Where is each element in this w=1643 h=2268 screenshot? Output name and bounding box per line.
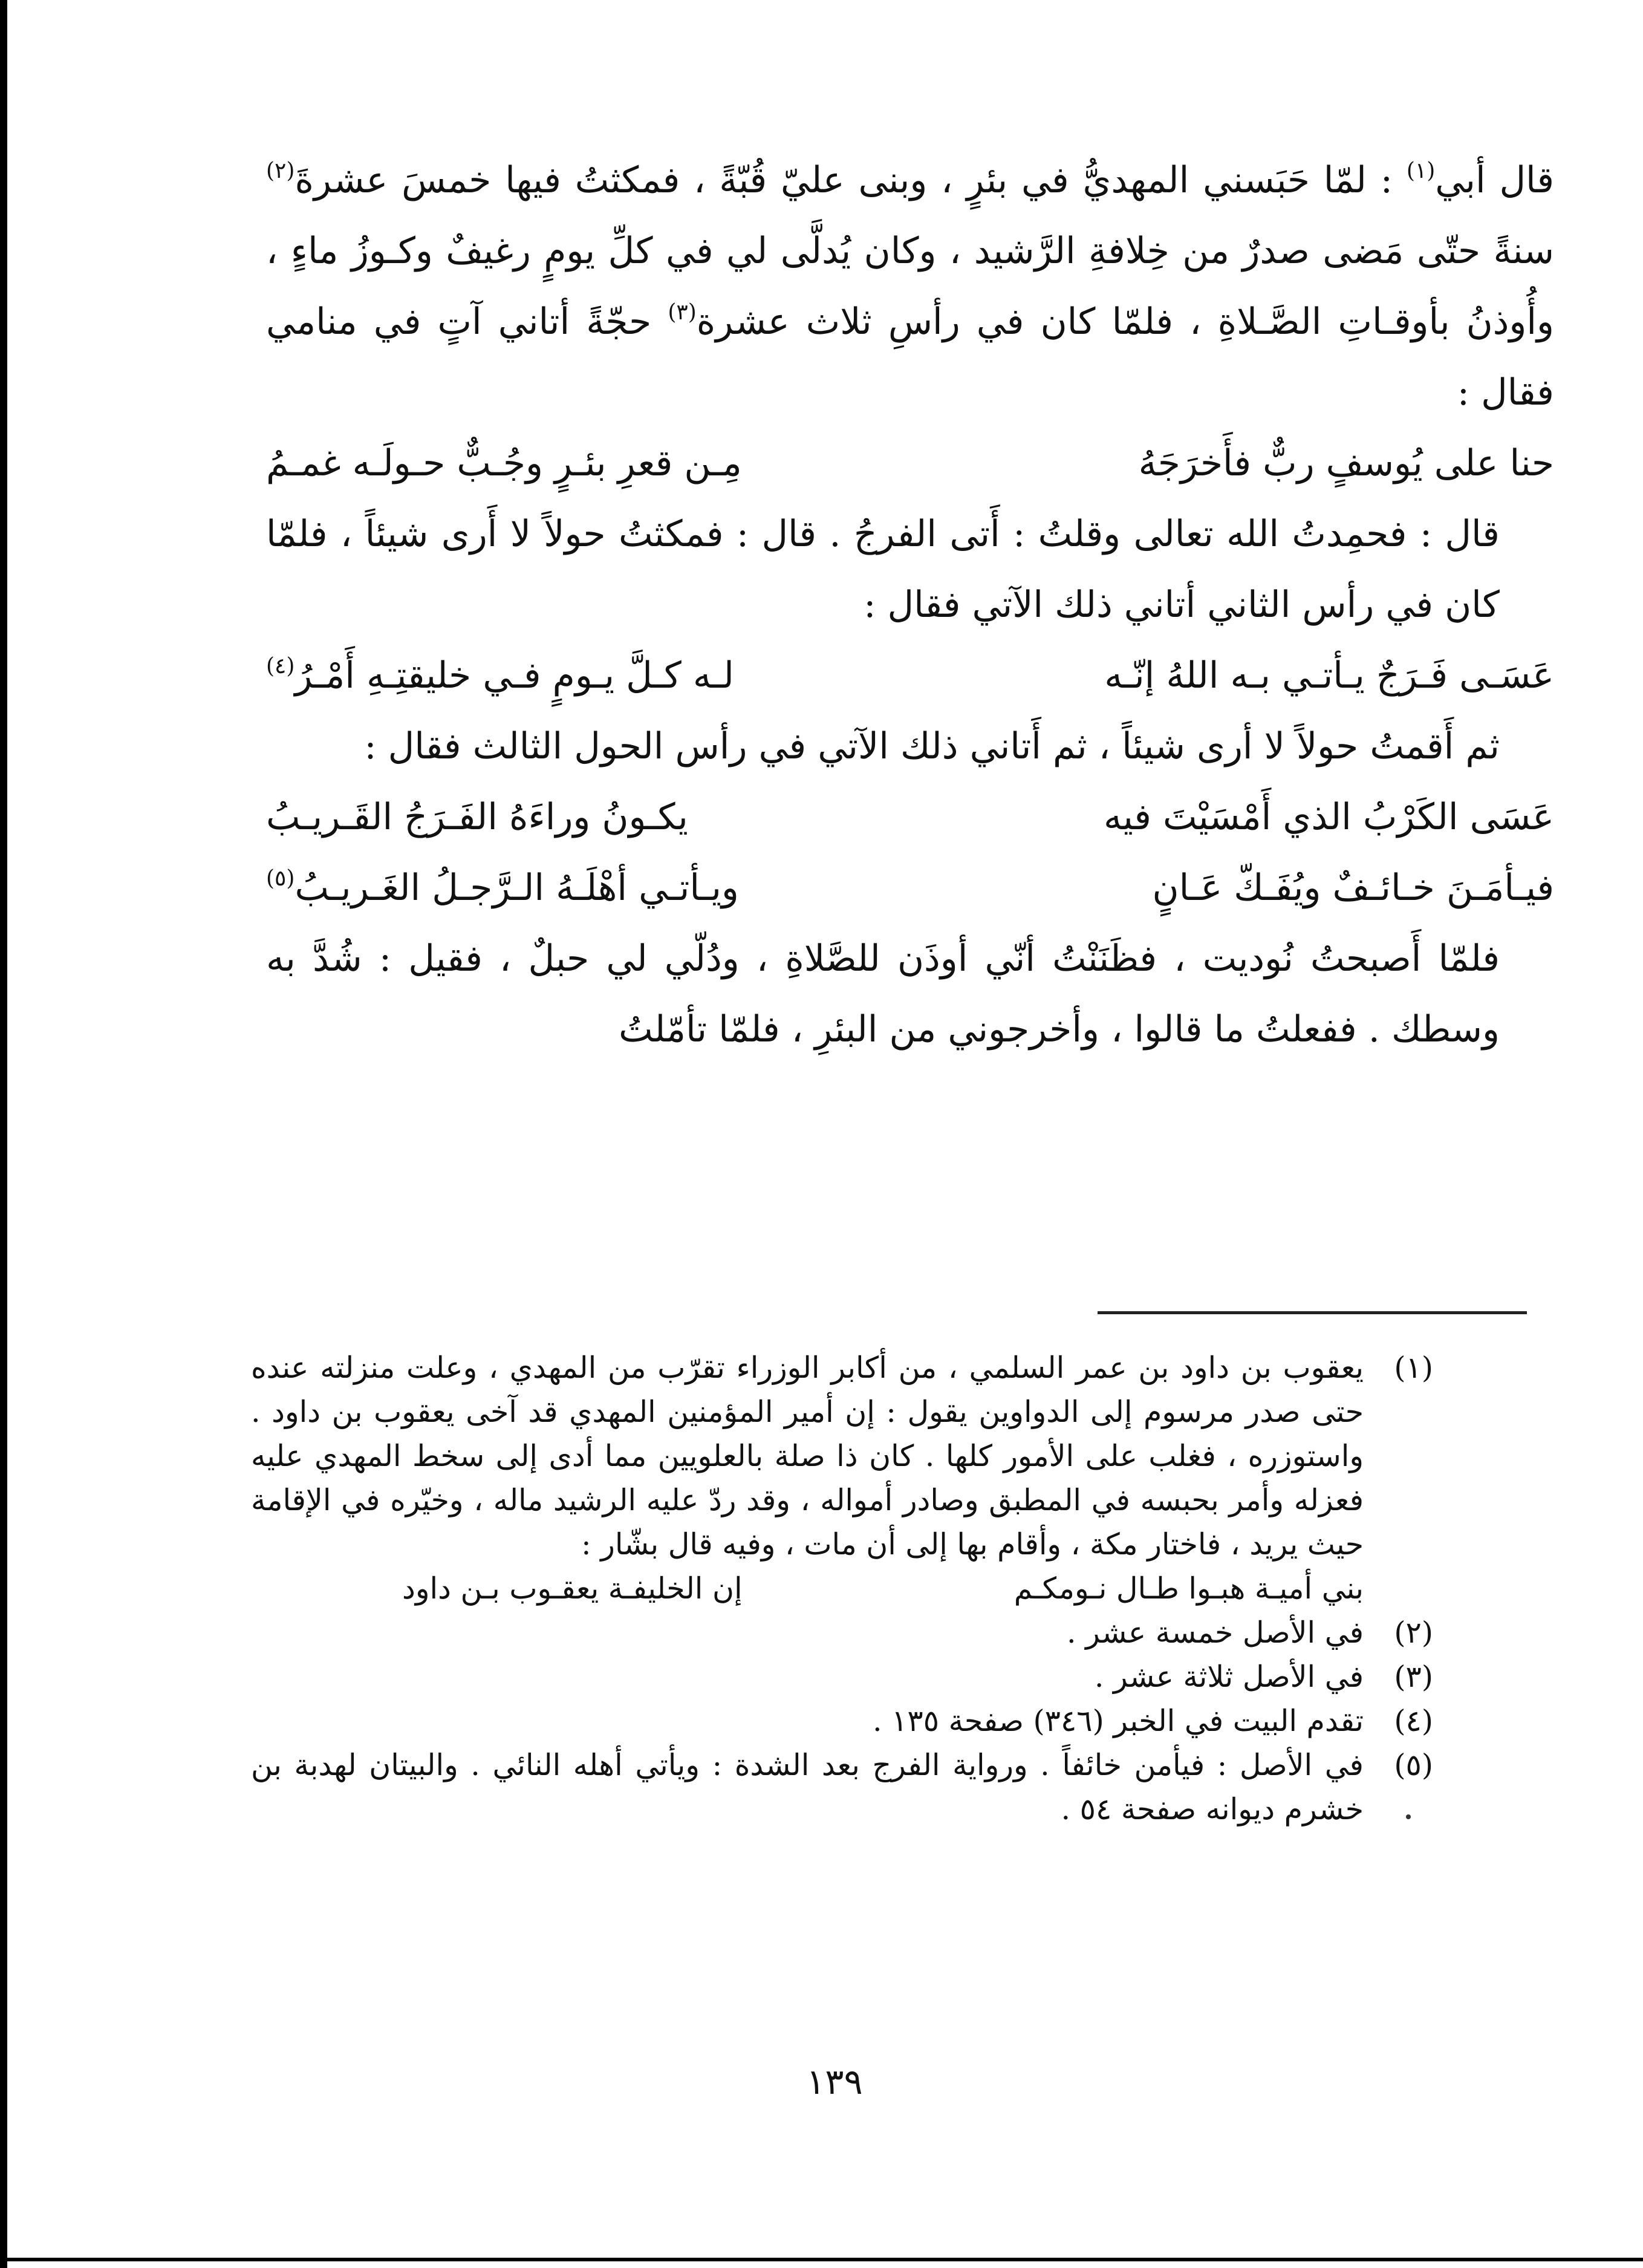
paragraph-2: قال : فحمِدتُ الله تعالى وقلتُ : أَتى الفرجُ . قال : فمكثتُ حولاً لا أَرى شيئاً ، فلمّا كان في رأس الثاني أتاني ذلك الآتي فقال : bbox=[266, 513, 1500, 626]
footnote-2 bbox=[251, 1611, 1433, 1655]
footnotes bbox=[251, 1346, 1433, 1831]
footnote-5-number: (٥) bbox=[1394, 1748, 1433, 1782]
verse-1-first-hemistich: حنا على يُوسفٍ ربٌّ فأَخرَجَهُ bbox=[1138, 442, 1554, 484]
footnote-4-text: تقدم البيت في الخبر (٣٤٦) صفحة ١٣٥ . bbox=[872, 1704, 1364, 1738]
paragraph-1-part-4: حجّةً أتاني آتٍ في منامي فقال : bbox=[266, 301, 1554, 414]
footnote-1-verse-first: بني أميـة هبـوا طـال نـومكـم bbox=[1013, 1571, 1364, 1606]
verse-2-second-hemistich bbox=[266, 640, 734, 711]
verse-4 bbox=[266, 853, 1554, 924]
footnote-1-text: يعقوب بن داود بن عمر السلمي ، من أكابر الوزراء تقرّب من المهدي ، وعلت منزلته عنده حتى صدر مرسوم إلى الدواوين يقول : إن أمير المؤمنين المهدي قد آخى يعقوب بن داود . واستوزره ، فغلب على الأمور كلها . كان ذا صلة بالعلويين مما أدى إلى سخط المهدي عليه فعزله وأمر بحبسه في المطبق وصادر أمواله ، وقد ردّ عليه الرشيد ماله ، وخيّره في الإقامة حيث يريد ، فاختار مكة ، وأقام بها إلى أن مات ، وفيه قال بشّار : bbox=[251, 1351, 1364, 1562]
verse-3-first-hemistich: عَسَى الكَرْبُ الذي أَمْسَيْتَ فيه bbox=[1103, 796, 1554, 838]
paragraph-1-part-1: قال أبي bbox=[1435, 159, 1554, 201]
main-text bbox=[266, 145, 1554, 1065]
footnote-2-number: (٢) bbox=[1394, 1615, 1433, 1650]
verse-4-second-hemistich bbox=[266, 853, 739, 924]
footnote-3-number: (٣) bbox=[1394, 1660, 1433, 1694]
verse-4-second-text: ويـأتـي أهْلَـهُ الـرَّجـلُ الغَـريـبُ bbox=[294, 867, 739, 909]
scan-edge-bottom bbox=[0, 2258, 1643, 2261]
verse-2-second-text: لـه كـلَّ يـومٍ فـي خليقتِـهِ أَمْـرُ bbox=[294, 654, 734, 697]
footnote-1-verse bbox=[402, 1566, 1433, 1611]
paragraph-4: فلمّا أَصبحتُ نُوديت ، فظَنَنْتُ أنّي أوذَن للصَّلاةِ ، ودُلّي لي حبلٌ ، فقيل : شُدَّ به وسطك . ففعلتُ ما قالوا ، وأخرجوني من البئرِ ، فلمّا تأمّلتُ bbox=[266, 937, 1500, 1051]
footnote-3 bbox=[251, 1655, 1433, 1699]
verse-1-second-hemistich: مِـن قعرِ بئـرٍ وجُـبٌّ حـولَـه غمـمُ bbox=[266, 442, 742, 484]
footnote-ref-2: (٢) bbox=[266, 158, 295, 183]
scan-speck bbox=[1406, 1814, 1411, 1819]
footnote-1-verse-second: إن الخليفـة يعقـوب بـن داود bbox=[402, 1571, 743, 1606]
paragraph-1 bbox=[266, 145, 1554, 428]
footnote-separator bbox=[1098, 1311, 1527, 1314]
paragraph-1-part-2: : لمّا حَبَسني المهديُّ في بئرٍ ، وبنى عليّ قُبّةً ، فمكثتُ فيها خمسَ عشرةَ bbox=[294, 159, 1407, 201]
footnote-ref-1: (١) bbox=[1406, 158, 1436, 183]
footnote-4-number: (٤) bbox=[1394, 1704, 1433, 1738]
scan-edge-left bbox=[0, 0, 7, 2268]
footnote-2-text: في الأصل خمسة عشر . bbox=[1066, 1615, 1364, 1650]
paragraph-3: ثم أَقمتُ حولاً لا أرى شيئاً ، ثم أَتاني ذلك الآتي في رأس الحول الثالث فقال : bbox=[364, 725, 1500, 767]
verse-4-first-hemistich: فيـأمَـنَ خـائـفٌ ويُفَـكّ عَـانٍ bbox=[1152, 867, 1554, 909]
paragraph-1-part-3: سنةً حتّى مَضى صدرٌ من خِلافةِ الرَّشيد ، وكان يُدلَّى لي في كلِّ يومٍ رغيفٌ وكـوزُ ماءٍ ، وأُوذنُ بأوقـاتِ الصَّـلاةِ ، فلمّا كان في رأسِ ثلاث عشرة bbox=[266, 230, 1555, 343]
footnote-4 bbox=[251, 1699, 1433, 1743]
footnote-5-text: في الأصل : فيأمن خائفاً . ورواية الفرج بعد الشدة : ويأتي أهله النائي . والبيتان لهدبة بن خشرم ديوانه صفحة ٥٤ . bbox=[251, 1748, 1364, 1826]
footnote-1 bbox=[251, 1346, 1433, 1566]
footnote-ref-4: (٤) bbox=[266, 654, 295, 679]
page-number: ١٣٩ bbox=[806, 2061, 863, 2102]
footnote-1-number: (١) bbox=[1394, 1351, 1433, 1385]
verse-1 bbox=[266, 428, 1554, 499]
verse-3 bbox=[266, 782, 1554, 853]
footnote-ref-5: (٥) bbox=[266, 866, 295, 891]
verse-3-second-hemistich: يكـونُ وراءَهُ الفَـرَجُ القَـريـبُ bbox=[266, 796, 688, 838]
footnote-ref-3: (٣) bbox=[668, 300, 697, 325]
footnote-3-text: في الأصل ثلاثة عشر . bbox=[1094, 1660, 1364, 1694]
footnote-5 bbox=[251, 1743, 1433, 1831]
verse-2-first-hemistich: عَسَـى فَـرَجٌ يـأتـي بـه اللهُ إنّـه bbox=[1104, 654, 1554, 697]
verse-2 bbox=[266, 640, 1554, 711]
